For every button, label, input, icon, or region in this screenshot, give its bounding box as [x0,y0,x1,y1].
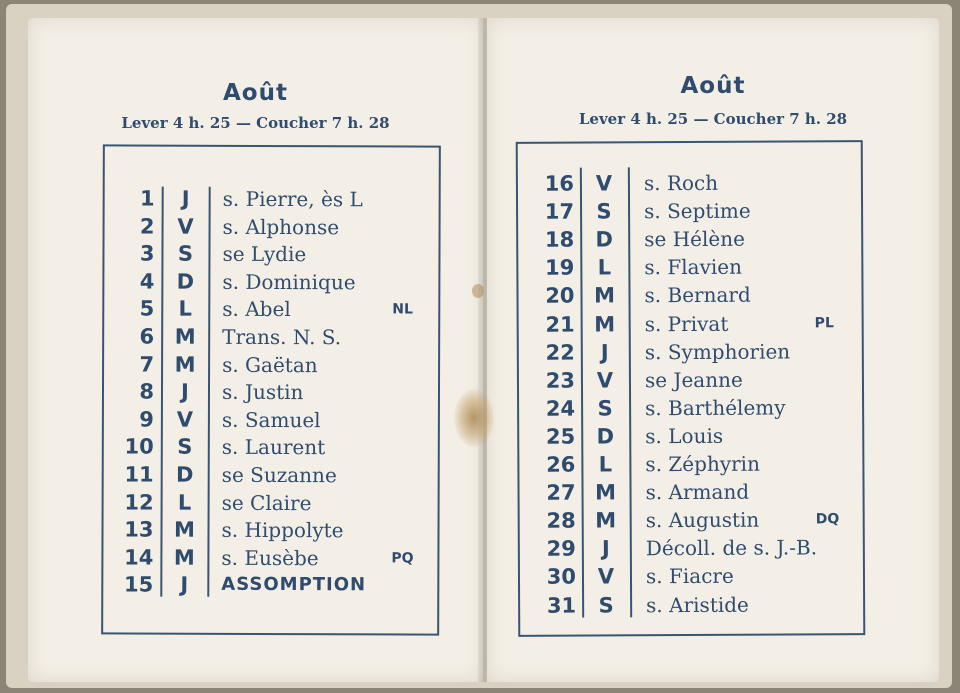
day-number: 28 [546,508,576,533]
weekday-letter: M [174,517,196,542]
weekday-letter: S [177,241,194,266]
day-row [518,168,861,198]
day-row [104,378,438,407]
day-row [520,590,863,620]
day-row [104,488,438,517]
day-number: 23 [545,368,576,393]
left-calendar-frame [101,144,441,635]
right-calendar-frame [516,140,866,637]
day-number: 14 [124,545,154,570]
saint-name: s. Justin [221,380,304,405]
saint-name: se Hélène [644,226,745,252]
day-row [520,505,863,535]
day-number: 30 [546,564,577,590]
weekday-letter: V [177,214,194,239]
day-row [104,240,438,269]
weekday-letter: M [595,480,617,505]
weekday-letter: J [181,186,190,211]
saint-name: s. Armand [645,479,750,505]
saint-name: s. Dominique [222,269,356,295]
saint-name: s. Hippolyte [221,518,344,543]
saint-name: s. Bernard [644,283,751,308]
day-row [519,421,862,451]
day-row [520,561,863,591]
day-number: 27 [546,480,576,505]
day-row [104,295,438,324]
weekday-letter: S [598,592,614,617]
almanac-booklet [6,4,952,688]
moon-phase: NL [392,301,413,318]
day-row [103,543,437,572]
saint-name: s. Privat [644,311,729,336]
day-row [104,433,438,462]
saint-name: s. Flavien [644,255,743,280]
saint-name: s. Laurent [221,435,326,460]
day-row [104,405,438,434]
saint-name: s. Fiacre [645,564,734,589]
day-row [103,571,437,600]
saint-name: s. Septime [644,198,751,224]
weekday-letter: D [596,424,615,449]
weekday-letter: D [176,269,195,294]
day-number: 11 [124,462,154,487]
day-number: 24 [545,396,576,421]
day-number: 29 [546,536,576,562]
weekday-letter: M [595,508,617,533]
saint-name: s. Pierre, ès L [222,186,363,212]
day-row [520,533,863,563]
weekday-letter: M [594,311,616,337]
day-number: 19 [545,255,575,281]
day-number: 2 [139,214,155,239]
weekday-letter: V [597,564,615,589]
saint-name: s. Louis [645,423,724,449]
day-number: 20 [545,283,575,309]
day-row [519,477,862,507]
left-month-title: Août [223,80,288,106]
right-sun-times: Lever 4 h. 25 — Coucher 7 h. 28 [578,110,848,128]
saint-name: se Claire [221,490,312,515]
saint-name: Décoll. de s. J.-B. [645,535,818,561]
day-row [105,184,439,213]
day-number: 31 [546,593,577,618]
day-number: 8 [139,379,155,404]
paper-spot [472,284,484,298]
weekday-letter: D [595,227,614,252]
day-row [518,252,861,282]
saint-name: s. Eusèbe [221,545,319,570]
saint-name: s. Abel [222,297,291,322]
day-number: 17 [544,199,575,224]
right-month-title: Août [680,73,746,99]
day-row [518,280,861,310]
day-number: 3 [139,241,155,266]
day-row [104,350,438,379]
left-day-list [105,146,439,598]
weekday-letter: M [173,545,195,570]
saint-name: Trans. N. S. [222,324,342,350]
day-row [518,196,861,226]
saint-name: s. Alphonse [222,214,340,239]
right-page [487,18,939,682]
weekday-letter: D [175,462,194,487]
day-number: 22 [545,340,575,365]
weekday-letter: J [600,340,609,365]
saint-name: s. Augustin [645,507,760,533]
saint-name: s. Zéphyrin [645,451,760,477]
moon-phase: PQ [391,550,414,567]
day-number: 21 [545,312,575,337]
weekday-letter: M [174,324,196,349]
saint-name: se Lydie [222,242,307,267]
day-number: 18 [544,227,575,252]
paper-stain [454,389,494,447]
saint-name: s. Gaëtan [222,352,318,377]
day-number: 12 [124,490,154,515]
weekday-letter: J [601,536,610,561]
moon-phase: PL [814,314,834,331]
day-row [104,267,438,296]
weekday-letter: J [181,379,189,404]
day-number: 1 [140,186,155,211]
weekday-letter: S [177,435,193,460]
day-row [518,224,861,254]
day-row [103,516,437,545]
saint-name: s. Samuel [221,407,321,432]
weekday-letter: V [595,171,613,196]
weekday-letter: L [597,255,612,280]
day-row [519,393,862,423]
weekday-letter: S [596,199,612,224]
day-number: 10 [124,434,154,459]
weekday-letter: M [174,352,196,377]
day-number: 9 [139,407,154,432]
day-number: 16 [544,171,574,196]
day-number: 5 [139,296,155,321]
day-number: 26 [546,452,576,477]
weekday-letter: V [596,368,614,393]
weekday-letter: L [598,452,613,477]
day-number: 25 [545,424,576,449]
saint-name: ASSOMPTION [221,574,367,596]
day-row [104,460,438,489]
saint-name: s. Aristide [646,592,749,617]
saint-name: s. Barthélemy [645,395,786,421]
day-number: 4 [139,269,155,294]
weekday-letter: M [593,283,616,308]
left-page [28,18,483,682]
weekday-letter: S [597,396,613,421]
day-number: 6 [139,324,155,349]
right-day-list [518,142,861,618]
weekday-letter: L [177,490,192,515]
day-number: 7 [139,352,155,377]
moon-phase: DQ [815,511,840,528]
saint-name: s. Roch [643,170,719,196]
day-row [104,322,438,351]
weekday-letter: L [178,297,193,322]
day-number: 15 [124,572,154,597]
saint-name: s. Symphorien [644,339,791,364]
day-row [519,337,862,367]
saint-name: se Jeanne [644,367,743,392]
day-row [519,309,862,339]
day-number: 13 [124,517,154,542]
day-row [519,449,862,479]
weekday-letter: V [176,407,194,432]
day-row [519,365,862,395]
left-sun-times: Lever 4 h. 25 — Coucher 7 h. 28 [121,114,390,132]
weekday-letter: J [180,573,189,598]
saint-name: se Suzanne [221,462,337,488]
day-row [105,212,439,241]
